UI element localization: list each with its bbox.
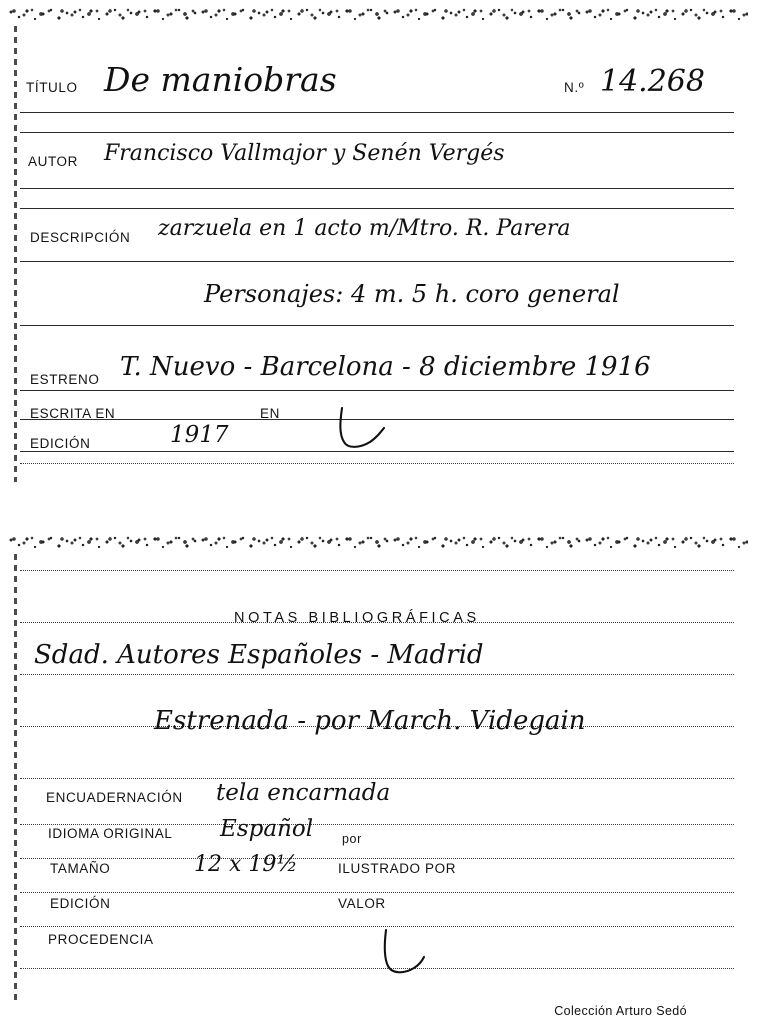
- label-descripcion: DESCRIPCIÓN: [30, 230, 131, 245]
- rule-line: [20, 892, 734, 893]
- rule-line: [20, 112, 734, 113]
- rule-line: [20, 132, 734, 133]
- label-edicion-bottom: EDICIÓN: [50, 896, 111, 911]
- card-top-speckled-edge: [8, 8, 748, 24]
- value-descripcion: zarzuela en 1 acto m/Mtro. R. Parera: [158, 216, 571, 241]
- rule-line: [20, 824, 734, 825]
- label-idioma-original: IDIOMA ORIGINAL: [48, 826, 173, 841]
- label-por: por: [342, 832, 362, 846]
- rule-line: [20, 674, 734, 675]
- value-edicion: 1917: [170, 422, 229, 448]
- label-en: EN: [260, 406, 280, 421]
- value-numero: 14.268: [600, 64, 705, 99]
- card-bottom-speckled-edge: [8, 536, 748, 552]
- catalog-card-top: [8, 8, 748, 488]
- label-autor: AUTOR: [28, 154, 79, 169]
- rule-line: [20, 926, 734, 927]
- label-escrita-en: ESCRITA EN: [30, 406, 116, 421]
- card-top-left-border: [14, 26, 17, 482]
- value-titulo: De maniobras: [104, 60, 337, 99]
- label-estreno: ESTRENO: [30, 372, 100, 387]
- catalog-card-bottom: [8, 536, 748, 1006]
- label-ilustrado-por: ILUSTRADO POR: [338, 861, 457, 876]
- value-encuadernacion: tela encarnada: [216, 780, 391, 806]
- rule-line: [20, 858, 734, 859]
- label-procedencia: PROCEDENCIA: [48, 932, 154, 947]
- value-estreno: T. Nuevo - Barcelona - 8 diciembre 1916: [120, 352, 651, 382]
- rule-line: [20, 570, 734, 571]
- value-tamano: 12 x 19½: [194, 852, 298, 877]
- label-numero: N.º: [564, 80, 585, 95]
- label-titulo: TÍTULO: [26, 80, 78, 95]
- label-encuadernacion: ENCUADERNACIÓN: [46, 790, 183, 805]
- notes-section-title: NOTAS BIBLIOGRÁFICAS: [234, 610, 480, 626]
- note-line-1: Sdad. Autores Españoles - Madrid: [34, 640, 484, 670]
- card-bottom-left-border: [14, 554, 17, 1000]
- note-line-2: Estrenada - por March. Videgain: [154, 706, 586, 736]
- rule-line: [20, 778, 734, 779]
- label-valor: VALOR: [338, 896, 386, 911]
- collection-credit: Colección Arturo Sedó: [554, 1004, 687, 1018]
- pen-flourish-icon: [320, 406, 390, 454]
- label-tamano: TAMAÑO: [50, 861, 111, 876]
- rule-line: [20, 261, 734, 262]
- rule-line: [20, 390, 734, 391]
- rule-line: [20, 208, 734, 209]
- value-personajes: Personajes: 4 m. 5 h. coro general: [204, 280, 620, 308]
- rule-line: [20, 463, 734, 464]
- pen-flourish-icon: [366, 928, 428, 980]
- rule-line: [20, 188, 734, 189]
- rule-line: [20, 325, 734, 326]
- value-autor: Francisco Vallmajor y Senén Vergés: [104, 141, 505, 166]
- label-edicion: EDICIÓN: [30, 436, 91, 451]
- value-idioma-original: Español: [220, 816, 314, 842]
